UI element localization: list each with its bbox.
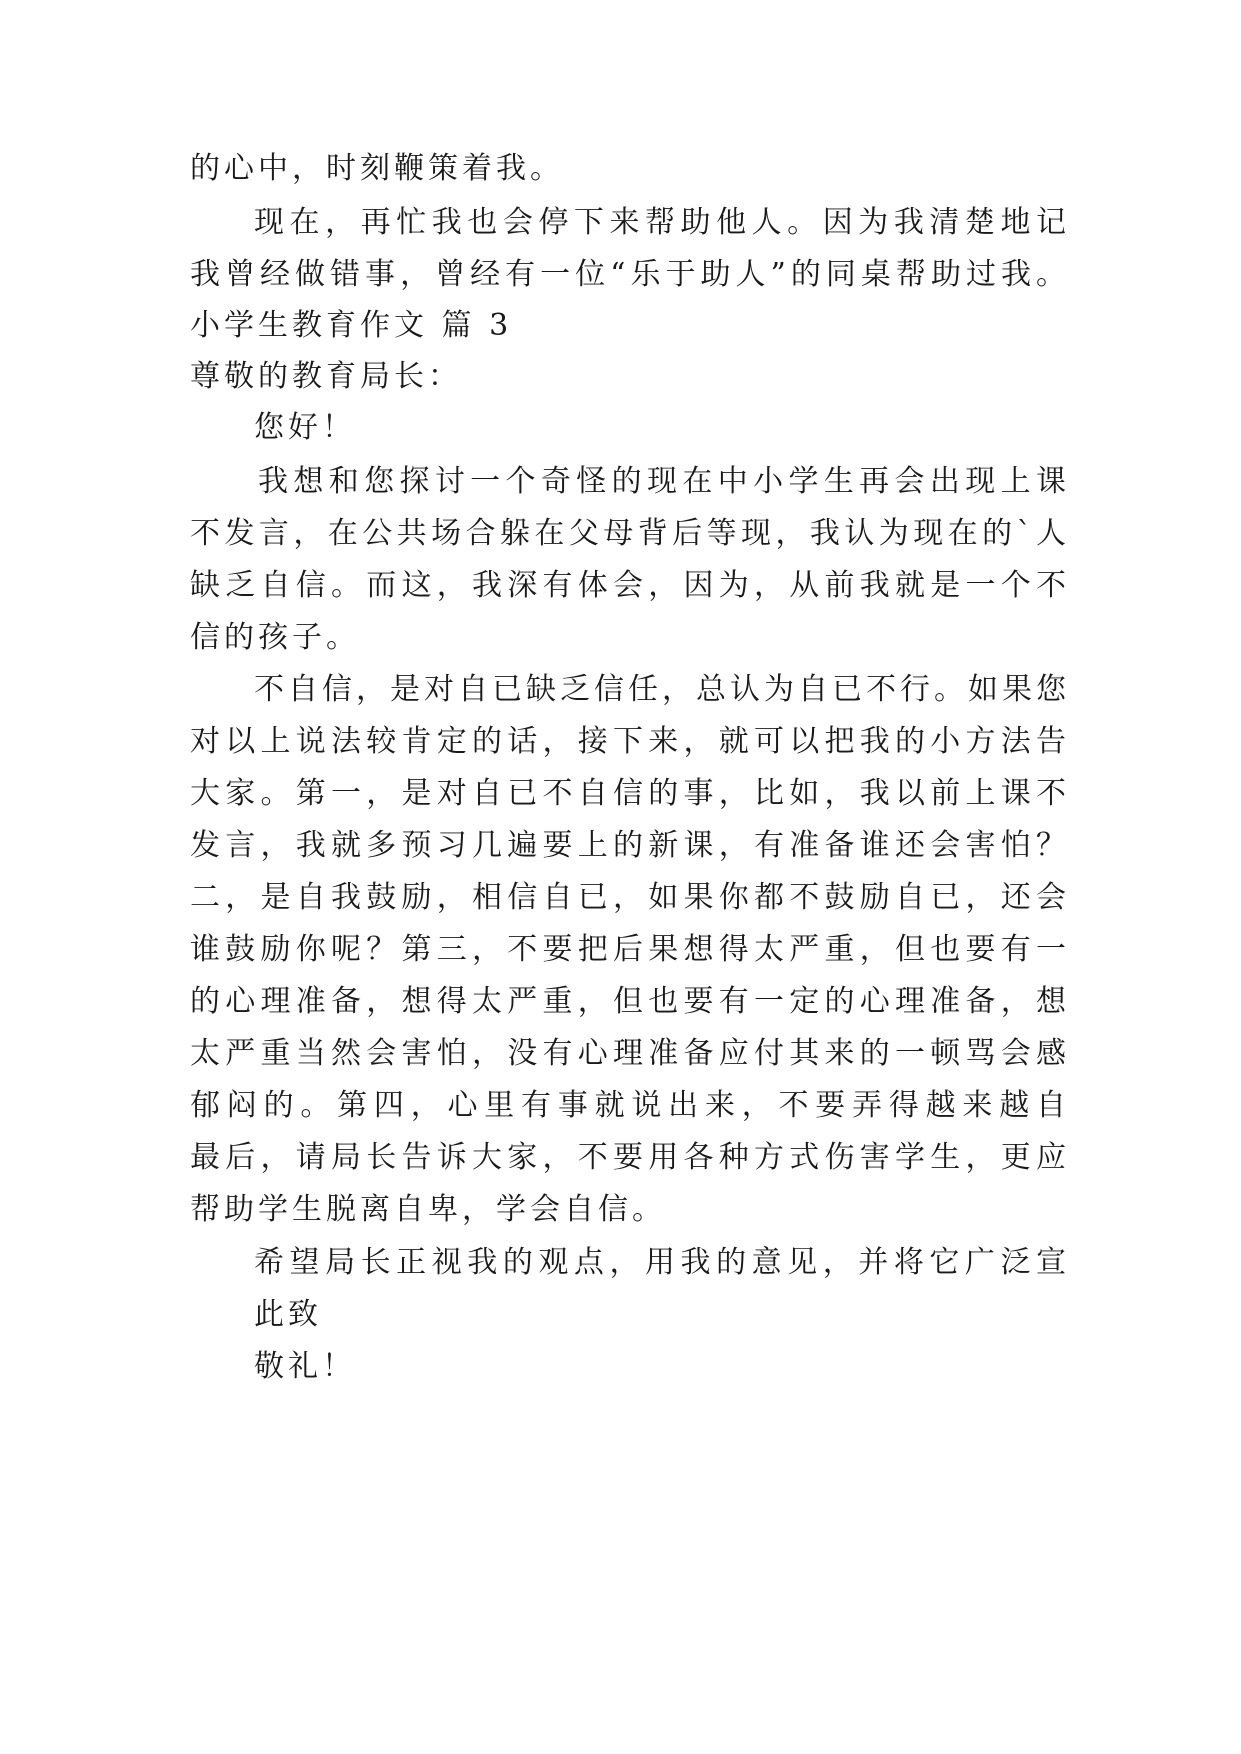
paragraph-line: 谁鼓励你呢？第三，不要把后果想得太严重，但也要有一 <box>190 932 1070 967</box>
paragraph-line: 不自信，是对自已缺乏信任，总认为自已不行。如果您 <box>254 672 1070 707</box>
paragraph-line: 的心中，时刻鞭策着我。 <box>190 151 564 186</box>
paragraph-line: 不发言，在公共场合躲在父母背后等现，我认为现在的`人 <box>190 516 1070 551</box>
paragraph-line: 发言，我就多预习几遍要上的新课，有准备谁还会害怕？ <box>190 828 1070 863</box>
paragraph-line: 缺乏自信。而这，我深有体会，因为，从前我就是一个不 <box>190 568 1070 603</box>
letter-closing: 此致 <box>254 1297 322 1332</box>
paragraph-line: 我曾经做错事，曾经有一位“乐于助人”的同桌帮助过我。 <box>190 257 1070 292</box>
paragraph-line: 现在，再忙我也会停下来帮助他人。因为我清楚地记 <box>254 205 1070 240</box>
letter-salutation: 尊敬的教育局长： <box>190 359 462 394</box>
paragraph-line: 希望局长正视我的观点，用我的意见，并将它广泛宣 <box>254 1245 1070 1280</box>
paragraph-line: 郁闷的。第四，心里有事就说出来，不要弄得越来越自 <box>190 1088 1070 1123</box>
letter-closing-salute: 敬礼！ <box>254 1349 356 1384</box>
paragraph-line: 二，是自我鼓励，相信自已，如果你都不鼓励自已，还会 <box>190 880 1070 915</box>
paragraph-line: 最后，请局长告诉大家，不要用各种方式伤害学生，更应 <box>190 1140 1070 1175</box>
paragraph-line: 帮助学生脱离自卑，学会自信。 <box>190 1192 666 1227</box>
paragraph-line: 对以上说法较肯定的话，接下来，就可以把我的小方法告 <box>190 724 1070 759</box>
paragraph-line: 的心理准备，想得太严重，但也要有一定的心理准备，想 <box>190 984 1070 1019</box>
section-heading: 小学生教育作文 篇 3 <box>190 308 513 343</box>
paragraph-line: 大家。第一，是对自已不自信的事，比如，我以前上课不 <box>190 776 1070 811</box>
paragraph-line: 太严重当然会害怕，没有心理准备应付其来的一顿骂会感 <box>190 1036 1070 1071</box>
paragraph-line: 信的孩子。 <box>190 620 360 655</box>
letter-greeting: 您好！ <box>254 410 356 445</box>
paragraph-line: 我想和您探讨一个奇怪的现在中小学生再会出现上课 <box>258 464 1070 499</box>
